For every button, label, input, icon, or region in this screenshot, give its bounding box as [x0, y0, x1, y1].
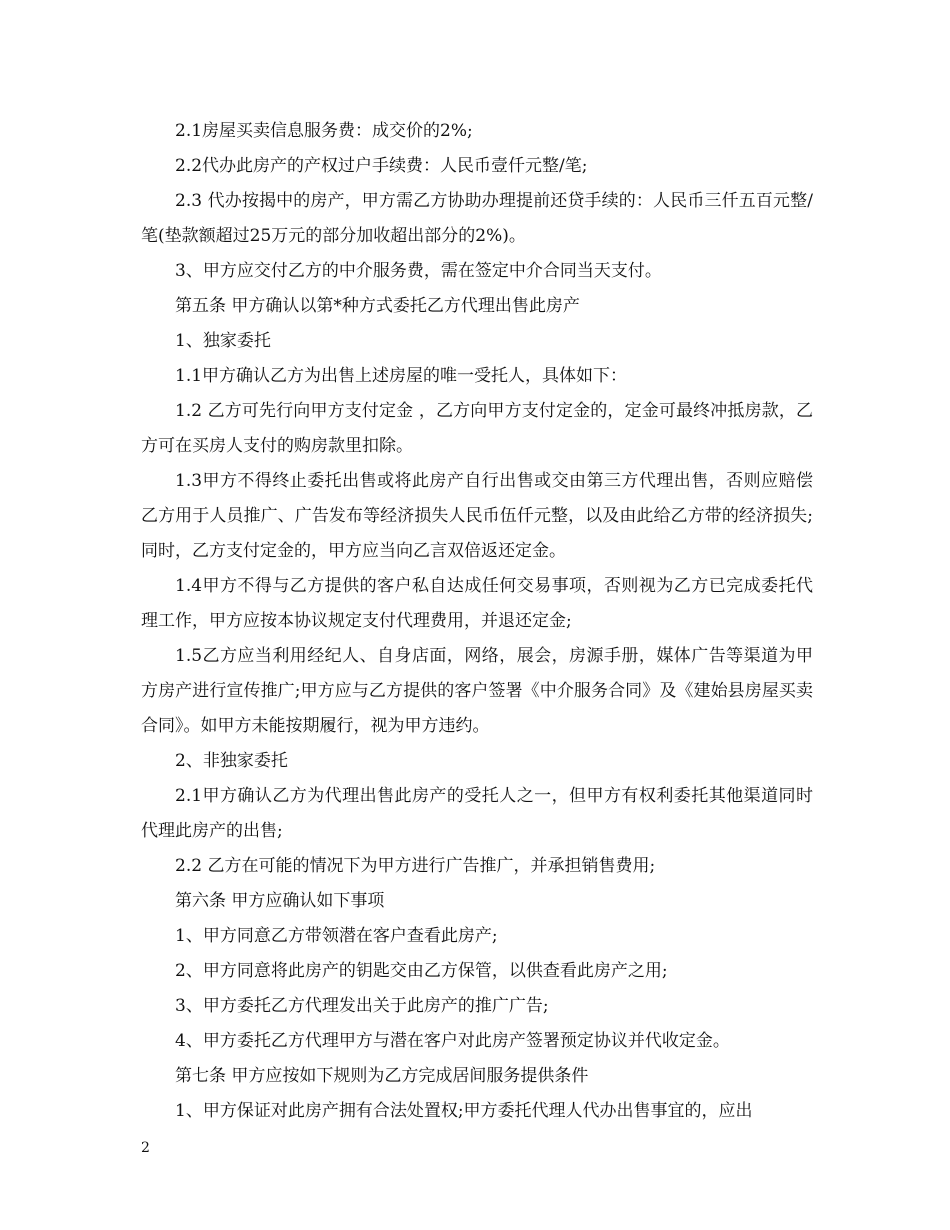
paragraph: 2.2 乙方在可能的情况下为甲方进行广告推广，并承担销售费用; [175, 856, 656, 876]
paragraph: 2.1房屋买卖信息服务费：成交价的2%; [175, 121, 473, 141]
paragraph: 1、甲方同意乙方带领潜在客户查看此房产; [175, 926, 498, 946]
paragraph: 1.1甲方确认乙方为出售上述房屋的唯一受托人，具体如下： [175, 366, 628, 386]
paragraph: 1、甲方保证对此房产拥有合法处置权;甲方委托代理人代办出售事宜的，应出 [175, 1101, 753, 1121]
paragraph: 2、甲方同意将此房产的钥匙交由乙方保管，以供查看此房产之用; [175, 961, 668, 981]
section-heading: 第七条 甲方应按如下规则为乙方完成居间服务提供条件 [175, 1066, 589, 1086]
paragraph: 4、甲方委托乙方代理甲方与潜在客户对此房产签署预定协议并代收定金。 [175, 1031, 730, 1051]
paragraph: 2.2代办此房产的产权过户手续费：人民币壹仟元整/笔; [175, 156, 588, 176]
paragraph: 2.3 代办按揭中的房产，甲方需乙方协助办理提前还贷手续的：人民币三仟五百元整/笔(垫款额超过25万元的部分加收超出部分的2%)。 [141, 191, 813, 246]
paragraph: 3、甲方应交付乙方的中介服务费，需在签定中介合同当天支付。 [175, 261, 662, 281]
paragraph: 1.2 乙方可先行向甲方支付定金 ，乙方向甲方支付定金的，定金可最终冲抵房款，乙方可在买房人支付的购房款里扣除。 [141, 401, 813, 456]
paragraph: 1.5乙方应当利用经纪人、自身店面，网络，展会，房源手册，媒体广告等渠道为甲方房产进行宣传推广;甲方应与乙方提供的客户签署《中介服务合同》及《建始县房屋买卖合同》。如甲方未能按期履行，视为甲方违约。 [141, 646, 813, 736]
subsection-heading: 2、非独家委托 [175, 751, 288, 771]
section-heading: 第六条 甲方应确认如下事项 [175, 891, 385, 911]
paragraph: 2.1甲方确认乙方为代理出售此房产的受托人之一，但甲方有权利委托其他渠道同时代理此房产的出售; [141, 786, 813, 841]
paragraph: 1.3甲方不得终止委托出售或将此房产自行出售或交由第三方代理出售，否则应赔偿乙方用于人员推广、广告发布等经济损失人民币伍仟元整，以及由此给乙方带的经济损失;同时，乙方支付定金的，甲方应当向乙言双倍返还定金。 [141, 471, 813, 561]
section-heading: 第五条 甲方确认以第*种方式委托乙方代理出售此房产 [175, 296, 580, 316]
page-number: 2 [141, 1140, 150, 1156]
paragraph: 1.4甲方不得与乙方提供的客户私自达成任何交易事项，否则视为乙方已完成委托代理工作，甲方应按本协议规定支付代理费用，并退还定金; [141, 576, 813, 631]
paragraph: 3、甲方委托乙方代理发出关于此房产的推广广告; [175, 996, 549, 1016]
subsection-heading: 1、独家委托 [175, 331, 271, 351]
document-body [141, 114, 813, 1129]
